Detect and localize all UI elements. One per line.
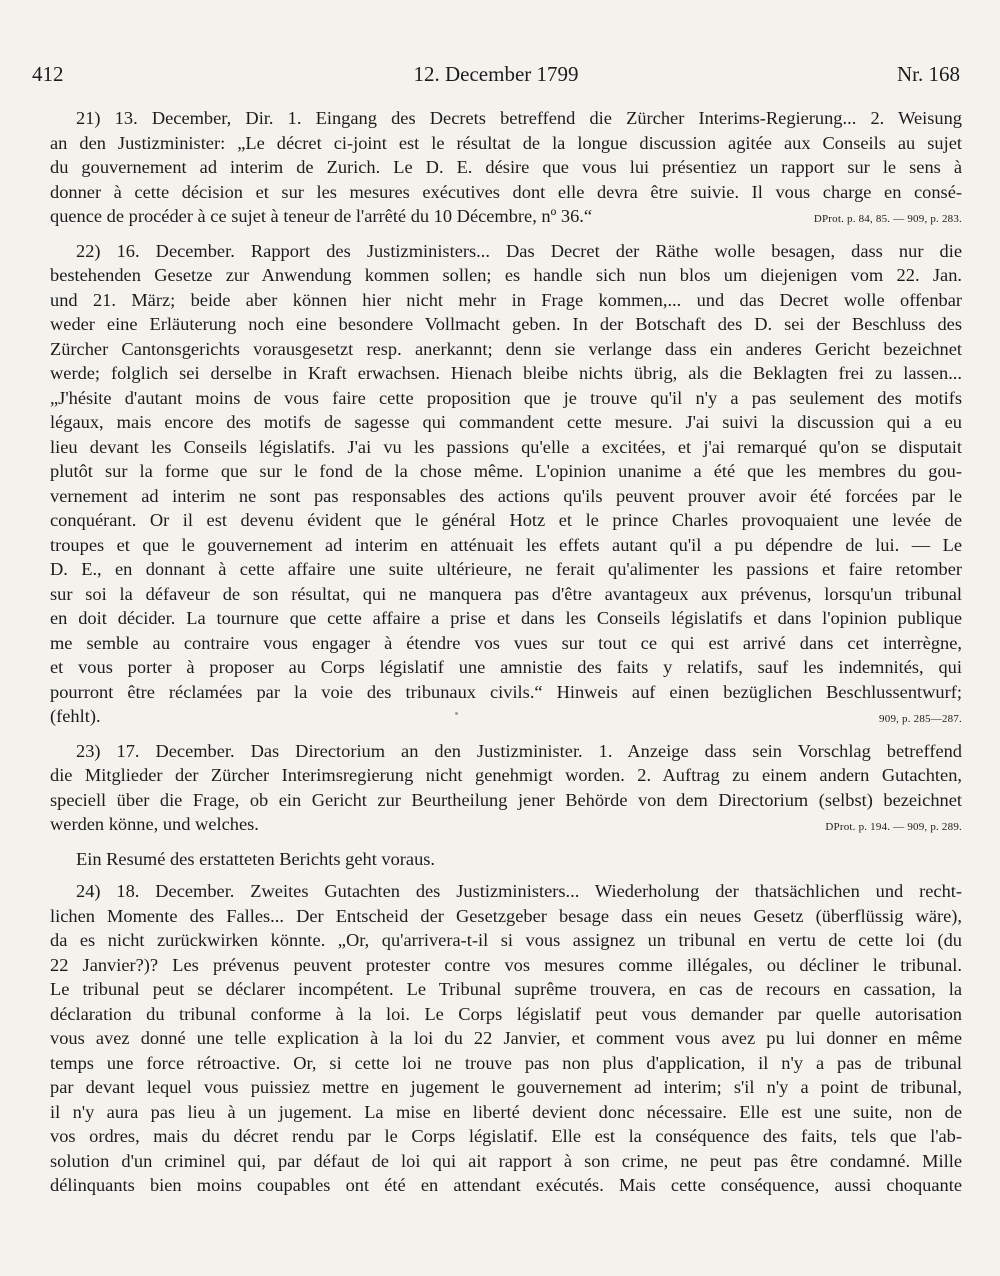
text-line: werden könne, und welches. xyxy=(50,814,259,834)
text-line: délinquants bien moins coupables ont été en attendant exécutés. Mais cette conséquence, aussi choquante xyxy=(50,1175,962,1195)
text-line: légaux, mais encore des motifs de sagesse qui commandent cette mesure. J'ai suivi la discussion qui a eu xyxy=(50,412,962,432)
text-line: vernement ad interim ne sont pas responsables des actions qu'ils peuvent prouver avoir été forcées par le xyxy=(50,485,962,506)
text-line: lichen Momente des Falles... Der Entscheid der Gesetzgeber besage dass ein neues Gesetz (überflüssig wäre), xyxy=(50,905,962,926)
text-line: par devant lequel vous puissiez mettre en jugement le gouvernement ad interim; s'il n'y a point de tribunal, xyxy=(50,1077,962,1097)
text-line: Zürcher Cantonsgerichts vorausgesetzt resp. anerkannt; denn sie verlange dass ein anderes Gericht bezeichnet xyxy=(50,338,962,359)
text-line: du gouvernement ad interim de Zurich. Le D. E. désire que vous lui présentiez un rapport sur le sens à xyxy=(50,157,962,177)
page-number: 412 xyxy=(32,62,64,86)
text-line-with-reference xyxy=(50,704,962,729)
text-line: conquérant. Or il est devenu évident que le général Hotz et le prince Charles provoquaient une levée de xyxy=(50,510,962,530)
text-line: werde; folglich sei derselbe in Kraft erwachsen. Hienach bleibe nichts übrig, als die Beklagten frei zu lassen... xyxy=(50,363,962,383)
text-line: déclaration du tribunal conforme à la loi. Le Corps législatif peut vous demander par quelle autorisation xyxy=(50,1003,962,1024)
source-reference: DProt. p. 84, 85. — 909, p. 283. xyxy=(813,213,962,225)
text-line-with-reference xyxy=(50,204,962,229)
header-date: 12. December 1799 xyxy=(413,62,579,86)
text-line: (fehlt). xyxy=(50,706,101,726)
text-line: et vous porter à proposer au Corps législatif une amnistie des faits y relatifs, sauf les indemnités, qui xyxy=(50,657,962,677)
text-line: pourront être réclamées par la voie des tribunaux civils.“ Hinweis auf einen bezüglichen Beschlussentwurf; xyxy=(50,681,962,702)
text-line: da es nicht zurückwirken könnte. „Or, qu'arrivera-t-il si vous assignez un tribunal en vertu de cette loi (du xyxy=(50,930,962,950)
text-line: 21) 13. December, Dir. 1. Eingang des Decrets betreffend die Zürcher Interims-Regierung... 2. Weisung xyxy=(76,108,962,128)
text-line: „J'hésite d'autant moins de vous faire cette proposition que je trouve qu'il n'y a pas seulement des motifs xyxy=(50,387,962,408)
text-line: solution d'un criminel qui, par défaut de loi qui ait rapport à son crime, ne peut pas être condamné. Mille xyxy=(50,1150,962,1171)
text-line: me semble au contraire vous engager à étendre vos vues sur tout ce qui est arrivé dans cet interrègne, xyxy=(50,632,962,653)
text-line: 22 Janvier?)? Les prévenus peuvent protester contre vos mesures comme illégales, ou décliner le tribunal. xyxy=(50,954,962,975)
document-body xyxy=(50,106,962,1208)
text-line-with-reference xyxy=(50,812,962,837)
entry-22 xyxy=(50,239,962,729)
summary-note: Ein Resumé des erstatteten Berichts geht voraus. xyxy=(76,848,436,869)
entry-21 xyxy=(50,106,962,229)
source-reference: 909, p. 285—287. xyxy=(879,713,962,725)
text-line: lieu devant les Conseils législatifs. J'ai vu les passions qu'elle a excitées, et j'ai remarqué qu'on se disputait xyxy=(50,436,962,457)
text-line: weder eine Erläuterung noch eine besondere Vollmacht geben. In der Botschaft des D. sei der Beschluss des xyxy=(50,314,962,334)
print-speck xyxy=(455,712,458,715)
text-line: vos ordres, mais du décret rendu par le Corps législatif. Elle est la conséquence des faits, tels que l'ab- xyxy=(50,1126,962,1146)
text-line: en doit décider. La tournure que cette affaire a prise et dans les Conseils législatifs et dans l'opinion publique xyxy=(50,608,962,628)
text-line: sur soi la défaveur de son résultat, qui ne manquera pas d'être avantageux aux prévenus, lorsqu'un tribunal xyxy=(50,583,962,604)
text-line: il n'y aura pas lieu à un jugement. La mise en liberté devient donc nécessaire. Elle est une suite, non de xyxy=(50,1101,962,1122)
entry-23 xyxy=(50,739,962,837)
text-line: D. E., en donnant à cette affaire une suite ultérieure, ne ferait qu'alimenter les passions et faire retomber xyxy=(50,559,962,579)
text-line: 23) 17. December. Das Directorium an den Justizminister. 1. Anzeige dass sein Vorschlag betreffend xyxy=(76,740,962,761)
text-line: 24) 18. December. Zweites Gutachten des Justizministers... Wiederholung der thatsächlichen und recht- xyxy=(76,881,962,901)
text-line: troupes et que le gouvernement ad interim en atténuait les effets autant qu'il a pu dépendre de lui. — Le xyxy=(50,534,962,555)
text-line: plutôt sur la forme que sur le fond de la chose même. L'opinion unanime a été que les membres du gou- xyxy=(50,461,962,481)
text-line: Le tribunal peut se déclarer incompétent. Le Tribunal suprême trouvera, en cas de recours en cassation, la xyxy=(50,979,962,999)
text-line: bestehenden Gesetze zur Anwendung kommen sollen; es handle sich nun blos um diejenigen vom 22. Jan. xyxy=(50,265,962,285)
text-line: 22) 16. December. Rapport des Justizministers... Das Decret der Räthe wolle besagen, dass nur die xyxy=(76,240,962,261)
text-line: speciell über die Frage, ob ein Gericht zur Beurtheilung jener Behörde von dem Directorium (selbst) bezeichnet xyxy=(50,789,962,810)
text-line: quence de procéder à ce sujet à teneur de l'arrêté du 10 Décembre, nº 36.“ xyxy=(50,206,593,226)
page-header xyxy=(32,62,960,92)
document-number: Nr. 168 xyxy=(897,62,960,86)
text-line: die Mitglieder der Zürcher Interimsregierung nicht genehmigt worden. 2. Auftrag zu einem andern Gutachten, xyxy=(50,765,962,785)
text-line: an den Justizminister: „Le décret ci-joint est le résultat de la longue discussion agitée aux Conseils au sujet xyxy=(50,132,962,153)
text-line: donner à cette décision et sur les mesures exécutives dont elle devra être suivie. Il vous charge en consé- xyxy=(50,181,962,202)
source-reference: DProt. p. 194. — 909, p. 289. xyxy=(825,821,962,833)
text-line: und 21. März; beide aber können hier nicht mehr in Frage kommen,... und das Decret wolle offenbar xyxy=(50,289,962,310)
entry-24 xyxy=(50,879,962,1198)
text-line: vous avez donné une telle explication à la loi du 22 Janvier, et comment vous avez pu lui donner en même xyxy=(50,1028,962,1048)
text-line: temps une force rétroactive. Or, si cette loi ne trouve pas non plus d'application, il n'y a pas de tribunal xyxy=(50,1052,962,1073)
